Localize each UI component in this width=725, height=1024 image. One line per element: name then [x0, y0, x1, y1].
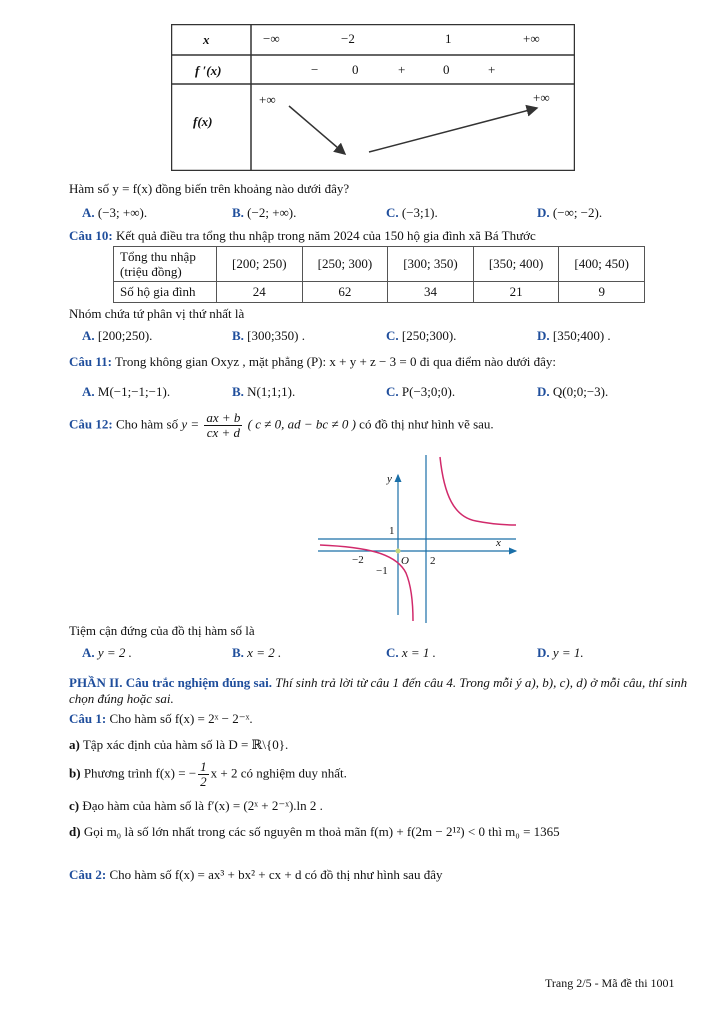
statement-label: d) [69, 824, 81, 839]
option-letter: A. [82, 205, 95, 220]
q12-fraction [204, 411, 242, 440]
part2-title: PHẦN II. Câu trắc nghiệm đúng sai. [69, 675, 272, 690]
q9-option-b [232, 205, 296, 221]
option-text: [300;350) . [247, 328, 305, 343]
vt-f-label: f(x) [193, 114, 213, 129]
table-cell: [350; 400) [473, 247, 559, 282]
table-cell: 34 [388, 282, 474, 303]
statement-label: a) [69, 737, 80, 752]
table-cell: 62 [302, 282, 388, 303]
q10-heading [69, 228, 536, 244]
hyperbola-branch-right [440, 457, 516, 525]
fraction-numerator: 1 [200, 759, 207, 774]
option-letter: D. [537, 645, 550, 660]
p2q1-statement-d [69, 824, 560, 840]
vt-x-2: −2 [341, 31, 355, 46]
statement-fraction [198, 760, 209, 789]
option-text: x = 1 . [401, 645, 436, 660]
option-letter: D. [537, 328, 550, 343]
table-row [114, 247, 645, 282]
question-label: Câu 12: [69, 416, 113, 432]
statement-text: Tập xác định của hàm số là D = ℝ\{0}. [82, 737, 289, 752]
q10-option-d [537, 328, 611, 344]
table-cell: [300; 350) [388, 247, 474, 282]
p2q1-statement-b [69, 760, 347, 789]
option-text: y = 1. [552, 645, 584, 660]
option-text: [250;300). [401, 328, 457, 343]
fraction-numerator: ax + b [206, 410, 241, 425]
option-letter: A. [82, 645, 95, 660]
variation-table [171, 24, 575, 171]
q12-option-b [232, 645, 281, 661]
question-prompt: Trong không gian Oxyz , mặt phẳng (P): x + y + z − 3 = 0 đi qua điểm nào dưới đây: [115, 354, 557, 369]
hyperbola-graph-svg [316, 455, 520, 623]
q12-option-c [386, 645, 436, 661]
q9-option-c [386, 205, 438, 221]
q11-option-b [232, 384, 295, 400]
option-text: y = 2 . [97, 645, 132, 660]
vt-f-top-left: +∞ [259, 92, 276, 107]
graph-label-minus2: −2 [352, 554, 364, 566]
option-letter: B. [232, 205, 244, 220]
question-label: Câu 1: [69, 711, 107, 726]
graph-x-label: x [496, 537, 501, 549]
statement-text: Gọi m₀ là số lớn nhất trong các số nguyên m thoả mãn f(m) + f(2m − 2¹²) < 0 thì m₀ = 1365 [83, 824, 560, 839]
variation-table-svg [171, 24, 575, 171]
q10-option-c [386, 328, 456, 344]
q11-heading [69, 354, 556, 370]
table-cell: [400; 450) [559, 247, 645, 282]
option-text: M(−1;−1;−1). [97, 384, 171, 399]
intercept-point [396, 549, 401, 554]
part2-heading [69, 675, 694, 707]
graph-label-1: 1 [389, 525, 395, 537]
vt-sign-1: − [311, 62, 319, 77]
vt-x-4: +∞ [523, 31, 540, 46]
fraction-denominator: 2 [200, 774, 207, 789]
q12-option-d [537, 645, 584, 661]
option-text: x = 2 . [247, 645, 282, 660]
graph-y-label: y [387, 473, 392, 485]
hyperbola-graph [316, 455, 520, 623]
table-header-income: Tổng thu nhập (triệu đồng) [114, 247, 217, 282]
question-label: Câu 10: [69, 228, 113, 243]
frequency-table [113, 246, 645, 303]
p2q2-heading [69, 867, 442, 883]
vt-f-top-right: +∞ [533, 90, 550, 105]
question-prompt: Kết quả điều tra tổng thu nhập trong năm 2024 của 150 hộ gia đình xã Bá Thước [115, 228, 536, 243]
option-letter: A. [82, 328, 95, 343]
option-letter: B. [232, 328, 244, 343]
option-text: (−2; +∞). [247, 205, 297, 220]
vt-fprime-label: f ′(x) [195, 63, 222, 78]
option-letter: D. [537, 205, 550, 220]
option-text: N(1;1;1). [247, 384, 296, 399]
option-letter: C. [386, 205, 399, 220]
q10-option-b [232, 328, 305, 344]
option-letter: D. [537, 384, 550, 399]
graph-label-2: 2 [430, 555, 436, 567]
q12-condition: ( c ≠ 0, ad − bc ≠ 0 ) [247, 416, 356, 432]
table-cell: [200; 250) [217, 247, 303, 282]
option-text: (−∞; −2). [552, 205, 603, 220]
table-cell: 21 [473, 282, 559, 303]
vt-sign-2: 0 [352, 62, 359, 77]
option-letter: C. [386, 645, 399, 660]
question-prompt: Cho hàm số f(x) = ax³ + bx² + cx + d có đồ thị như hình sau đây [109, 867, 443, 882]
hyperbola-branch-left [320, 545, 413, 621]
option-text: [200;250). [97, 328, 153, 343]
vt-x-1: −∞ [263, 31, 280, 46]
decreasing-arrow [289, 106, 345, 154]
q10-option-a [82, 328, 152, 344]
part2-instruction: Thí sinh trả lời từ câu 1 đến câu 4. Trong mỗi ý a), b), c), d) ở mỗi câu, thí sinh chọn đúng hoặc sai. [69, 675, 688, 706]
table-row [114, 282, 645, 303]
option-text: (−3;1). [401, 205, 438, 220]
fraction-denominator: cx + d [206, 425, 241, 440]
option-letter: B. [232, 645, 244, 660]
option-text: (−3; +∞). [97, 205, 148, 220]
q12-y-eq: y = [181, 416, 200, 432]
vt-x-3: 1 [445, 31, 452, 46]
vt-sign-5: + [488, 62, 496, 77]
option-letter: C. [386, 328, 399, 343]
q11-option-c [386, 384, 455, 400]
option-letter: B. [232, 384, 244, 399]
graph-label-minus1: −1 [376, 565, 388, 577]
q12-prefix: Cho hàm số [115, 416, 179, 432]
q9-option-a [82, 205, 147, 221]
q11-option-d [537, 384, 608, 400]
q12-option-a [82, 645, 132, 661]
table-cell: 9 [559, 282, 645, 303]
question-label: Câu 2: [69, 867, 107, 882]
table-cell: 24 [217, 282, 303, 303]
statement-label: b) [69, 765, 81, 781]
statement-text: Đạo hàm của hàm số là f′(x) = (2ˣ + 2⁻ˣ).ln 2 . [82, 798, 323, 813]
question-label: Câu 11: [69, 354, 112, 369]
vt-sign-4: 0 [443, 62, 450, 77]
p2q1-heading [69, 711, 253, 727]
statement-text-post: x + 2 có nghiệm duy nhất. [210, 765, 347, 781]
question-prompt: Cho hàm số f(x) = 2ˣ − 2⁻ˣ. [109, 711, 253, 726]
q12-question: Tiệm cận đứng của đồ thị hàm số là [69, 623, 255, 638]
option-letter: C. [386, 384, 399, 399]
option-text: P(−3;0;0). [401, 384, 456, 399]
option-text: [350;400) . [552, 328, 611, 343]
p2q1-statement-a [69, 737, 288, 753]
q10-question: Nhóm chứa tứ phân vị thứ nhất là [69, 306, 245, 321]
q11-option-a [82, 384, 170, 400]
statement-text-pre: Phương trình f(x) = − [83, 765, 197, 781]
table-cell: [250; 300) [302, 247, 388, 282]
vt-sign-3: + [398, 62, 406, 77]
q12-suffix: có đồ thị như hình vẽ sau. [359, 416, 494, 432]
increasing-arrow [369, 108, 537, 152]
option-letter: A. [82, 384, 95, 399]
statement-label: c) [69, 798, 80, 813]
page-footer: Trang 2/5 - Mã đề thi 1001 [545, 976, 675, 990]
p2q1-statement-c [69, 798, 323, 814]
table-header-households: Số hộ gia đình [114, 282, 217, 303]
vt-x-label: x [203, 32, 210, 47]
q12-heading [69, 411, 494, 440]
q9-prompt: Hàm số y = f(x) đồng biến trên khoảng nào dưới đây? [69, 181, 350, 196]
q9-option-d [537, 205, 602, 221]
option-text: Q(0;0;−3). [552, 384, 609, 399]
graph-origin-label: O [401, 555, 409, 567]
